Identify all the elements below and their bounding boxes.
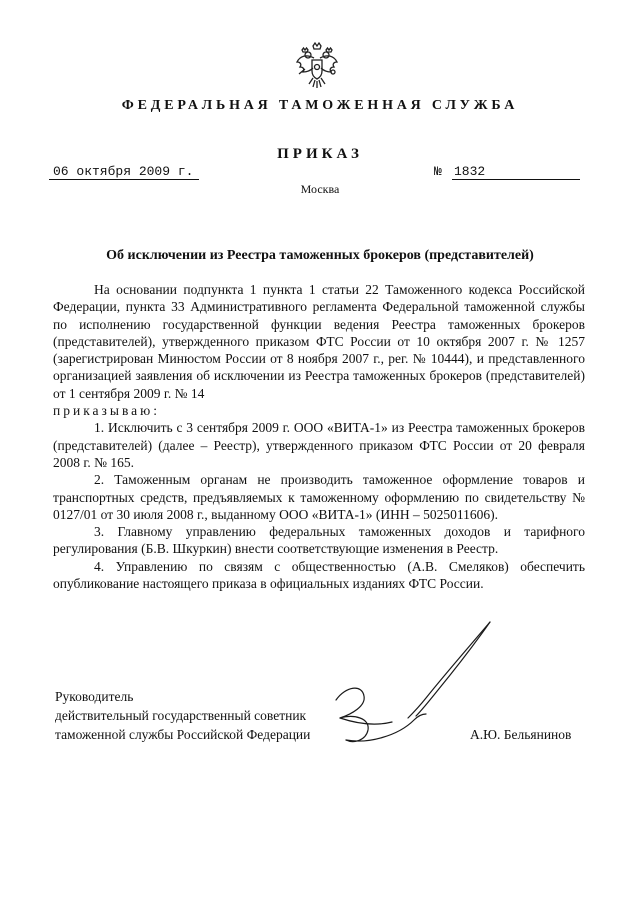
position-line-1: Руководитель <box>55 689 134 704</box>
order-item-1: 1. Исключить с 3 сентября 2009 г. ООО «ВИТА-1» из Реестра таможенных брокеров (представителей) (далее – Реестр), утвержденного приказом ФТС России от 20 февраля 2008 г. № 165. <box>53 420 585 470</box>
order-number-label: № <box>434 164 442 179</box>
russian-coat-of-arms-icon <box>294 40 340 90</box>
signatory-position <box>55 687 310 744</box>
agency-name: ФЕДЕРАЛЬНАЯ ТАМОЖЕННАЯ СЛУЖБА <box>121 98 519 113</box>
order-word: приказываю: <box>53 403 160 419</box>
position-line-2: действительный государственный советник <box>55 708 307 723</box>
handwritten-signature <box>318 618 518 758</box>
preamble-paragraph: На основании подпункта 1 пункта 1 статьи 22 Таможенного кодекса Российской Федерации, пункта 33 Административного регламента Федеральной таможенной службы по исполнению государственной функции ведения Реестра таможенных брокеров (представителей), утвержденного приказом ФТС России от 10 октября 2007 г. № 1257 (зарегистрирован Минюстом России от 8 ноября 2007 г., рег. № 10444), и представленного организацией заявления об исключении из Реестра таможенных брокеров (представителей) от 1 сентября 2009 г. № 14 <box>53 282 585 401</box>
order-date: 06 октября 2009 г. <box>49 164 199 180</box>
order-number: 1832 <box>452 164 580 180</box>
order-item-4: 4. Управлению по связям с общественностью (А.В. Смеляков) обеспечить опубликование настоящего приказа в официальных изданиях ФТС России. <box>53 558 585 592</box>
position-line-3: таможенной службы Российской Федерации <box>55 727 311 742</box>
order-item-3: 3. Главному управлению федеральных таможенных доходов и тарифного регулирования (Б.В. Шкуркин) внести соответствующие изменения в Реестр. <box>53 524 585 557</box>
issue-city: Москва <box>300 182 340 196</box>
document-type: ПРИКАЗ <box>277 146 363 162</box>
order-body <box>53 281 585 592</box>
signatory-name: А.Ю. Бельянинов <box>470 727 572 742</box>
order-title: Об исключении из Реестра таможенных брокеров (представителей) <box>106 248 534 263</box>
order-item-2: 2. Таможенным органам не производить таможенное оформление товаров и транспортных средств, предъявляемых к таможенному оформлению по свидетельству № 0127/01 от 30 июля 2008 г., выданному ООО «ВИТА-1» (ИНН – 5025011606). <box>53 472 585 522</box>
